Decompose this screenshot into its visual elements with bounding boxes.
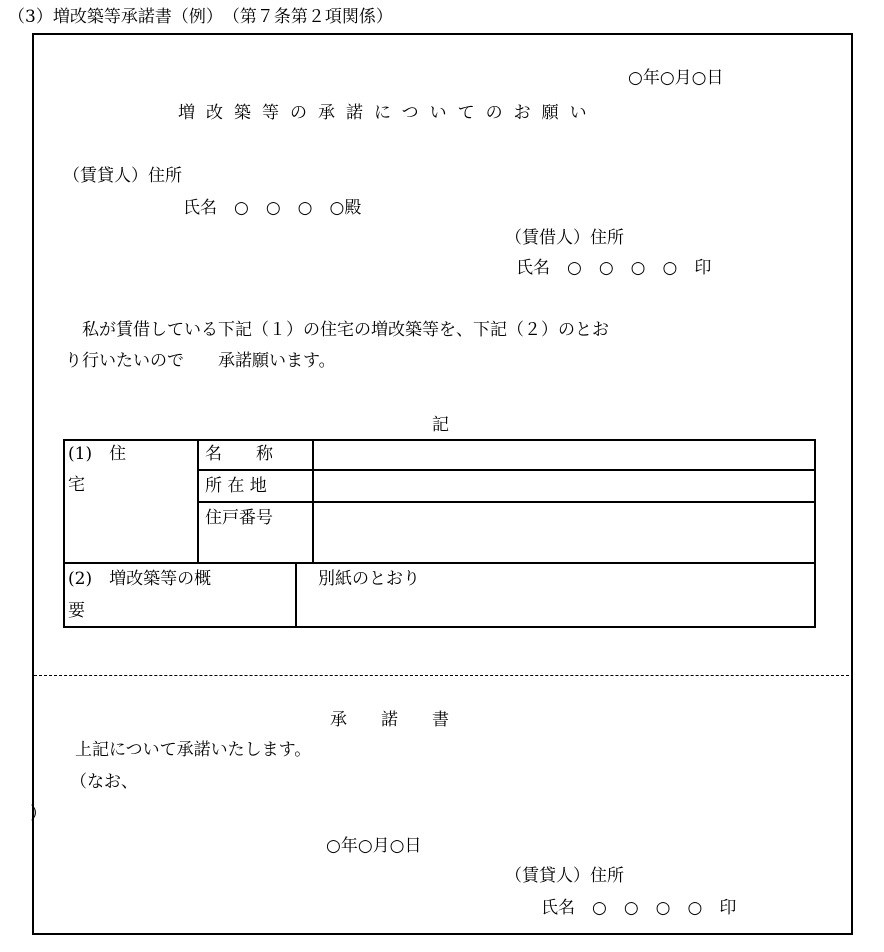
lessee-address-label: （賃借人）住所 bbox=[505, 228, 624, 248]
consent-lessor-name-line: 氏名 ○ ○ ○ ○ 印 bbox=[541, 898, 737, 918]
consent-date: ○年○月○日 bbox=[326, 836, 422, 856]
house-label-cont: 宅 bbox=[68, 475, 85, 495]
summary-label-cont: 要 bbox=[68, 601, 85, 621]
request-body-line2: り行いたいので 承諾願います。 bbox=[65, 351, 336, 371]
ki-label: 記 bbox=[432, 415, 449, 435]
consent-line3: ） bbox=[30, 804, 47, 824]
lessor-name-line: 氏名 ○ ○ ○ ○殿 bbox=[183, 198, 362, 218]
summary-label: (2) 増改築等の概 bbox=[68, 569, 212, 589]
consent-line2: （なお、 bbox=[70, 772, 138, 792]
consent-lessor-address-label: （賃貸人）住所 bbox=[505, 866, 624, 886]
house-label: (1) 住 bbox=[68, 444, 127, 464]
unit-number-label: 住戸番号 bbox=[205, 508, 273, 528]
summary-value: 別紙のとおり bbox=[318, 569, 420, 589]
consent-heading: 承 諾 書 bbox=[330, 710, 449, 730]
lessee-name-line: 氏名 ○ ○ ○ ○ 印 bbox=[516, 258, 712, 278]
request-body-line1: 私が賃借している下記（１）の住宅の増改築等を、下記（２）のとお bbox=[65, 320, 609, 340]
cut-line bbox=[34, 675, 849, 676]
lessor-address-label: （賃貸人）住所 bbox=[63, 166, 182, 186]
document-title: （3）増改築等承諾書（例） （第７条第２項関係） bbox=[8, 7, 393, 27]
location-label: 所 在 地 bbox=[205, 476, 267, 496]
request-heading: 増改築等の承諾についてのお願い bbox=[178, 103, 598, 123]
consent-line1: 上記について承諾いたします。 bbox=[75, 740, 312, 760]
request-date: ○年○月○日 bbox=[628, 68, 724, 88]
name-label: 名 称 bbox=[205, 444, 273, 464]
